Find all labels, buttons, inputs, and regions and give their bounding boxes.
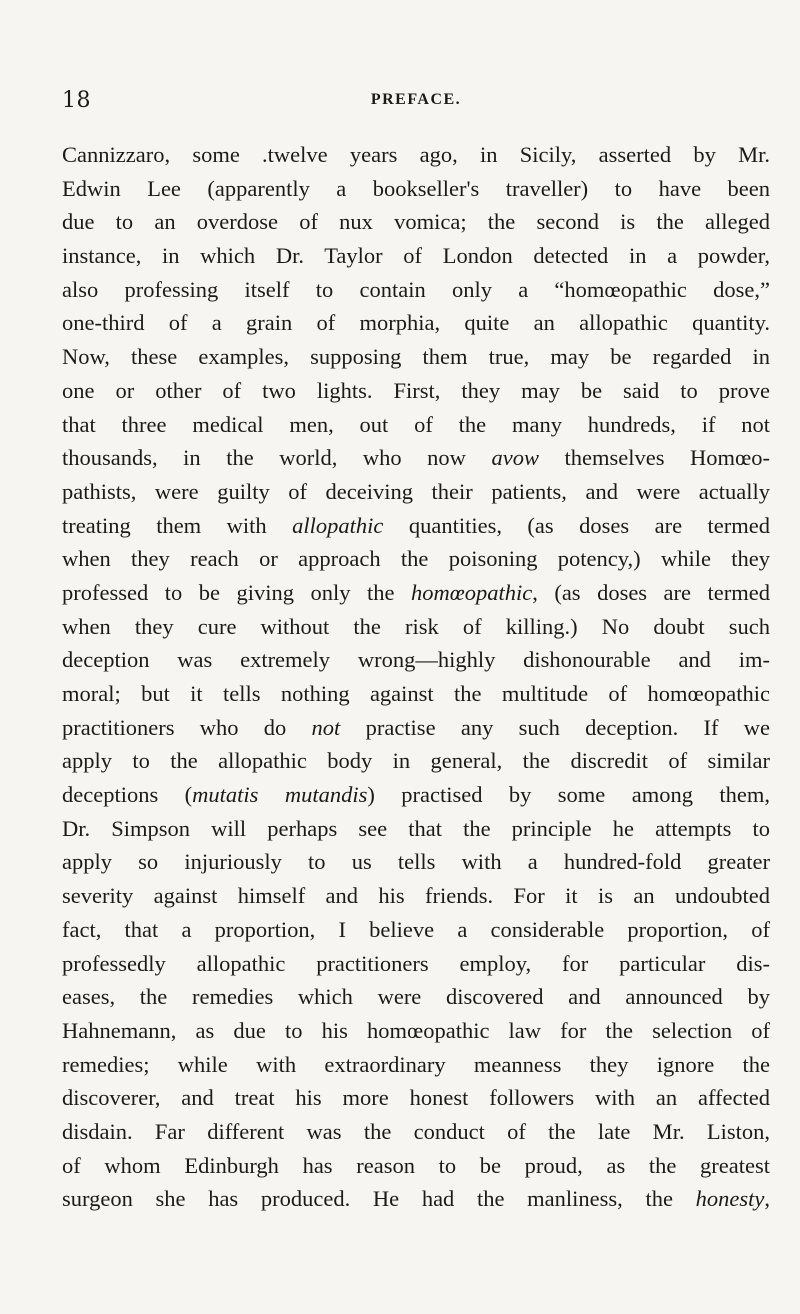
text-segment: Hahnemann, as due to his homœopathic law for the selection of	[62, 1017, 770, 1043]
text-line	[62, 408, 770, 442]
text-line	[62, 744, 770, 778]
text-line	[62, 1149, 770, 1183]
text-line	[62, 711, 770, 745]
text-line	[62, 879, 770, 913]
text-segment: , (as doses are termed	[532, 579, 770, 605]
text-segment: practise any such deception. If we	[340, 714, 770, 740]
italic-text: avow	[491, 445, 539, 471]
text-segment: Edwin Lee (apparently a bookseller's traveller) to have been	[62, 175, 770, 201]
text-line	[62, 778, 770, 812]
text-segment: professedly allopathic practitioners employ, for particular dis-	[62, 950, 770, 976]
text-segment: themselves Homœo-	[538, 445, 770, 471]
running-title: PREFACE.	[370, 91, 462, 108]
italic-text: homœopathic	[410, 579, 533, 605]
text-line	[62, 576, 770, 610]
text-line	[62, 239, 770, 273]
text-line	[62, 913, 770, 947]
text-segment: Now, these examples, supposing them true, may be regarded in	[62, 344, 770, 370]
text-segment: remedies; while with extraordinary meanness they ignore the	[62, 1051, 770, 1077]
text-segment: instance, in which Dr. Taylor of London detected in a powder,	[62, 243, 770, 269]
text-segment: when they cure without the risk of killing.) No doubt such	[62, 613, 770, 639]
text-segment: when they reach or approach the poisoning potency,) while they	[62, 546, 770, 572]
text-line	[62, 677, 770, 711]
text-line	[62, 306, 770, 340]
text-line	[62, 947, 770, 981]
text-line	[62, 1048, 770, 1082]
text-segment: practitioners who do	[62, 714, 312, 740]
text-line	[62, 205, 770, 239]
text-segment: Cannizzaro, some .twelve years ago, in Sicily, asserted by Mr.	[62, 142, 770, 167]
text-segment: that three medical men, out of the many hundreds, if not	[62, 411, 770, 437]
text-line	[62, 643, 770, 677]
text-segment: fact, that a proportion, I believe a considerable proportion, of	[62, 916, 770, 942]
text-line	[62, 542, 770, 576]
text-line	[62, 441, 770, 475]
text-segment: quantities, (as doses are termed	[383, 512, 770, 538]
text-segment: due to an overdose of nux vomica; the second is the alleged	[62, 209, 770, 235]
text-line	[62, 812, 770, 846]
text-line	[62, 610, 770, 644]
text-segment: surgeon she has produced. He had the manliness, the	[62, 1186, 696, 1212]
text-segment: discoverer, and treat his more honest followers with an affected	[62, 1085, 770, 1111]
page-number: 18	[62, 88, 91, 113]
text-segment: disdain. Far different was the conduct of the late Mr. Liston,	[62, 1118, 770, 1144]
text-segment: deceptions (	[62, 782, 193, 808]
text-line	[62, 1014, 770, 1048]
text-segment: Dr. Simpson will perhaps see that the principle he attempts to	[62, 815, 770, 841]
text-line	[62, 1182, 770, 1216]
text-segment: ) practised by some among them,	[367, 782, 770, 808]
text-segment: thousands, in the world, who now	[62, 445, 492, 471]
text-segment: one-third of a grain of morphia, quite an allopathic quantity.	[62, 310, 770, 336]
italic-text: mutatis mutandis	[192, 782, 368, 808]
text-segment: of whom Edinburgh has reason to be proud, as the greatest	[62, 1152, 770, 1178]
text-segment: deception was extremely wrong—highly dishonourable and im-	[62, 647, 770, 673]
text-segment: moral; but it tells nothing against the multitude of homœopathic	[62, 681, 770, 706]
text-line	[62, 138, 770, 172]
italic-text: honesty	[695, 1186, 765, 1212]
body-paragraph	[62, 138, 770, 1216]
text-line	[62, 1081, 770, 1115]
text-segment: professed to be giving only the	[62, 579, 411, 605]
text-segment: apply to the allopathic body in general, the discredit of similar	[62, 748, 770, 774]
text-line	[62, 340, 770, 374]
text-line	[62, 845, 770, 879]
italic-text: allopathic	[292, 512, 384, 538]
text-segment: severity against himself and his friends. For it is an undoubted	[62, 883, 770, 909]
text-line	[62, 509, 770, 543]
running-head	[62, 88, 770, 114]
text-segment: treating them with	[62, 512, 293, 538]
text-line	[62, 980, 770, 1014]
text-segment: eases, the remedies which were discovered and announced by	[62, 984, 770, 1010]
text-segment: also professing itself to contain only a “homœopathic dose,”	[62, 276, 770, 302]
text-segment: ,	[764, 1186, 770, 1212]
text-line	[62, 273, 770, 307]
text-line	[62, 172, 770, 206]
text-segment: one or other of two lights. First, they may be said to prove	[62, 377, 770, 403]
italic-text: not	[311, 714, 341, 740]
text-line	[62, 374, 770, 408]
text-segment: pathists, were guilty of deceiving their patients, and were actually	[62, 478, 770, 504]
text-line	[62, 475, 770, 509]
text-segment: apply so injuriously to us tells with a hundred-fold greater	[62, 849, 770, 875]
text-line	[62, 1115, 770, 1149]
